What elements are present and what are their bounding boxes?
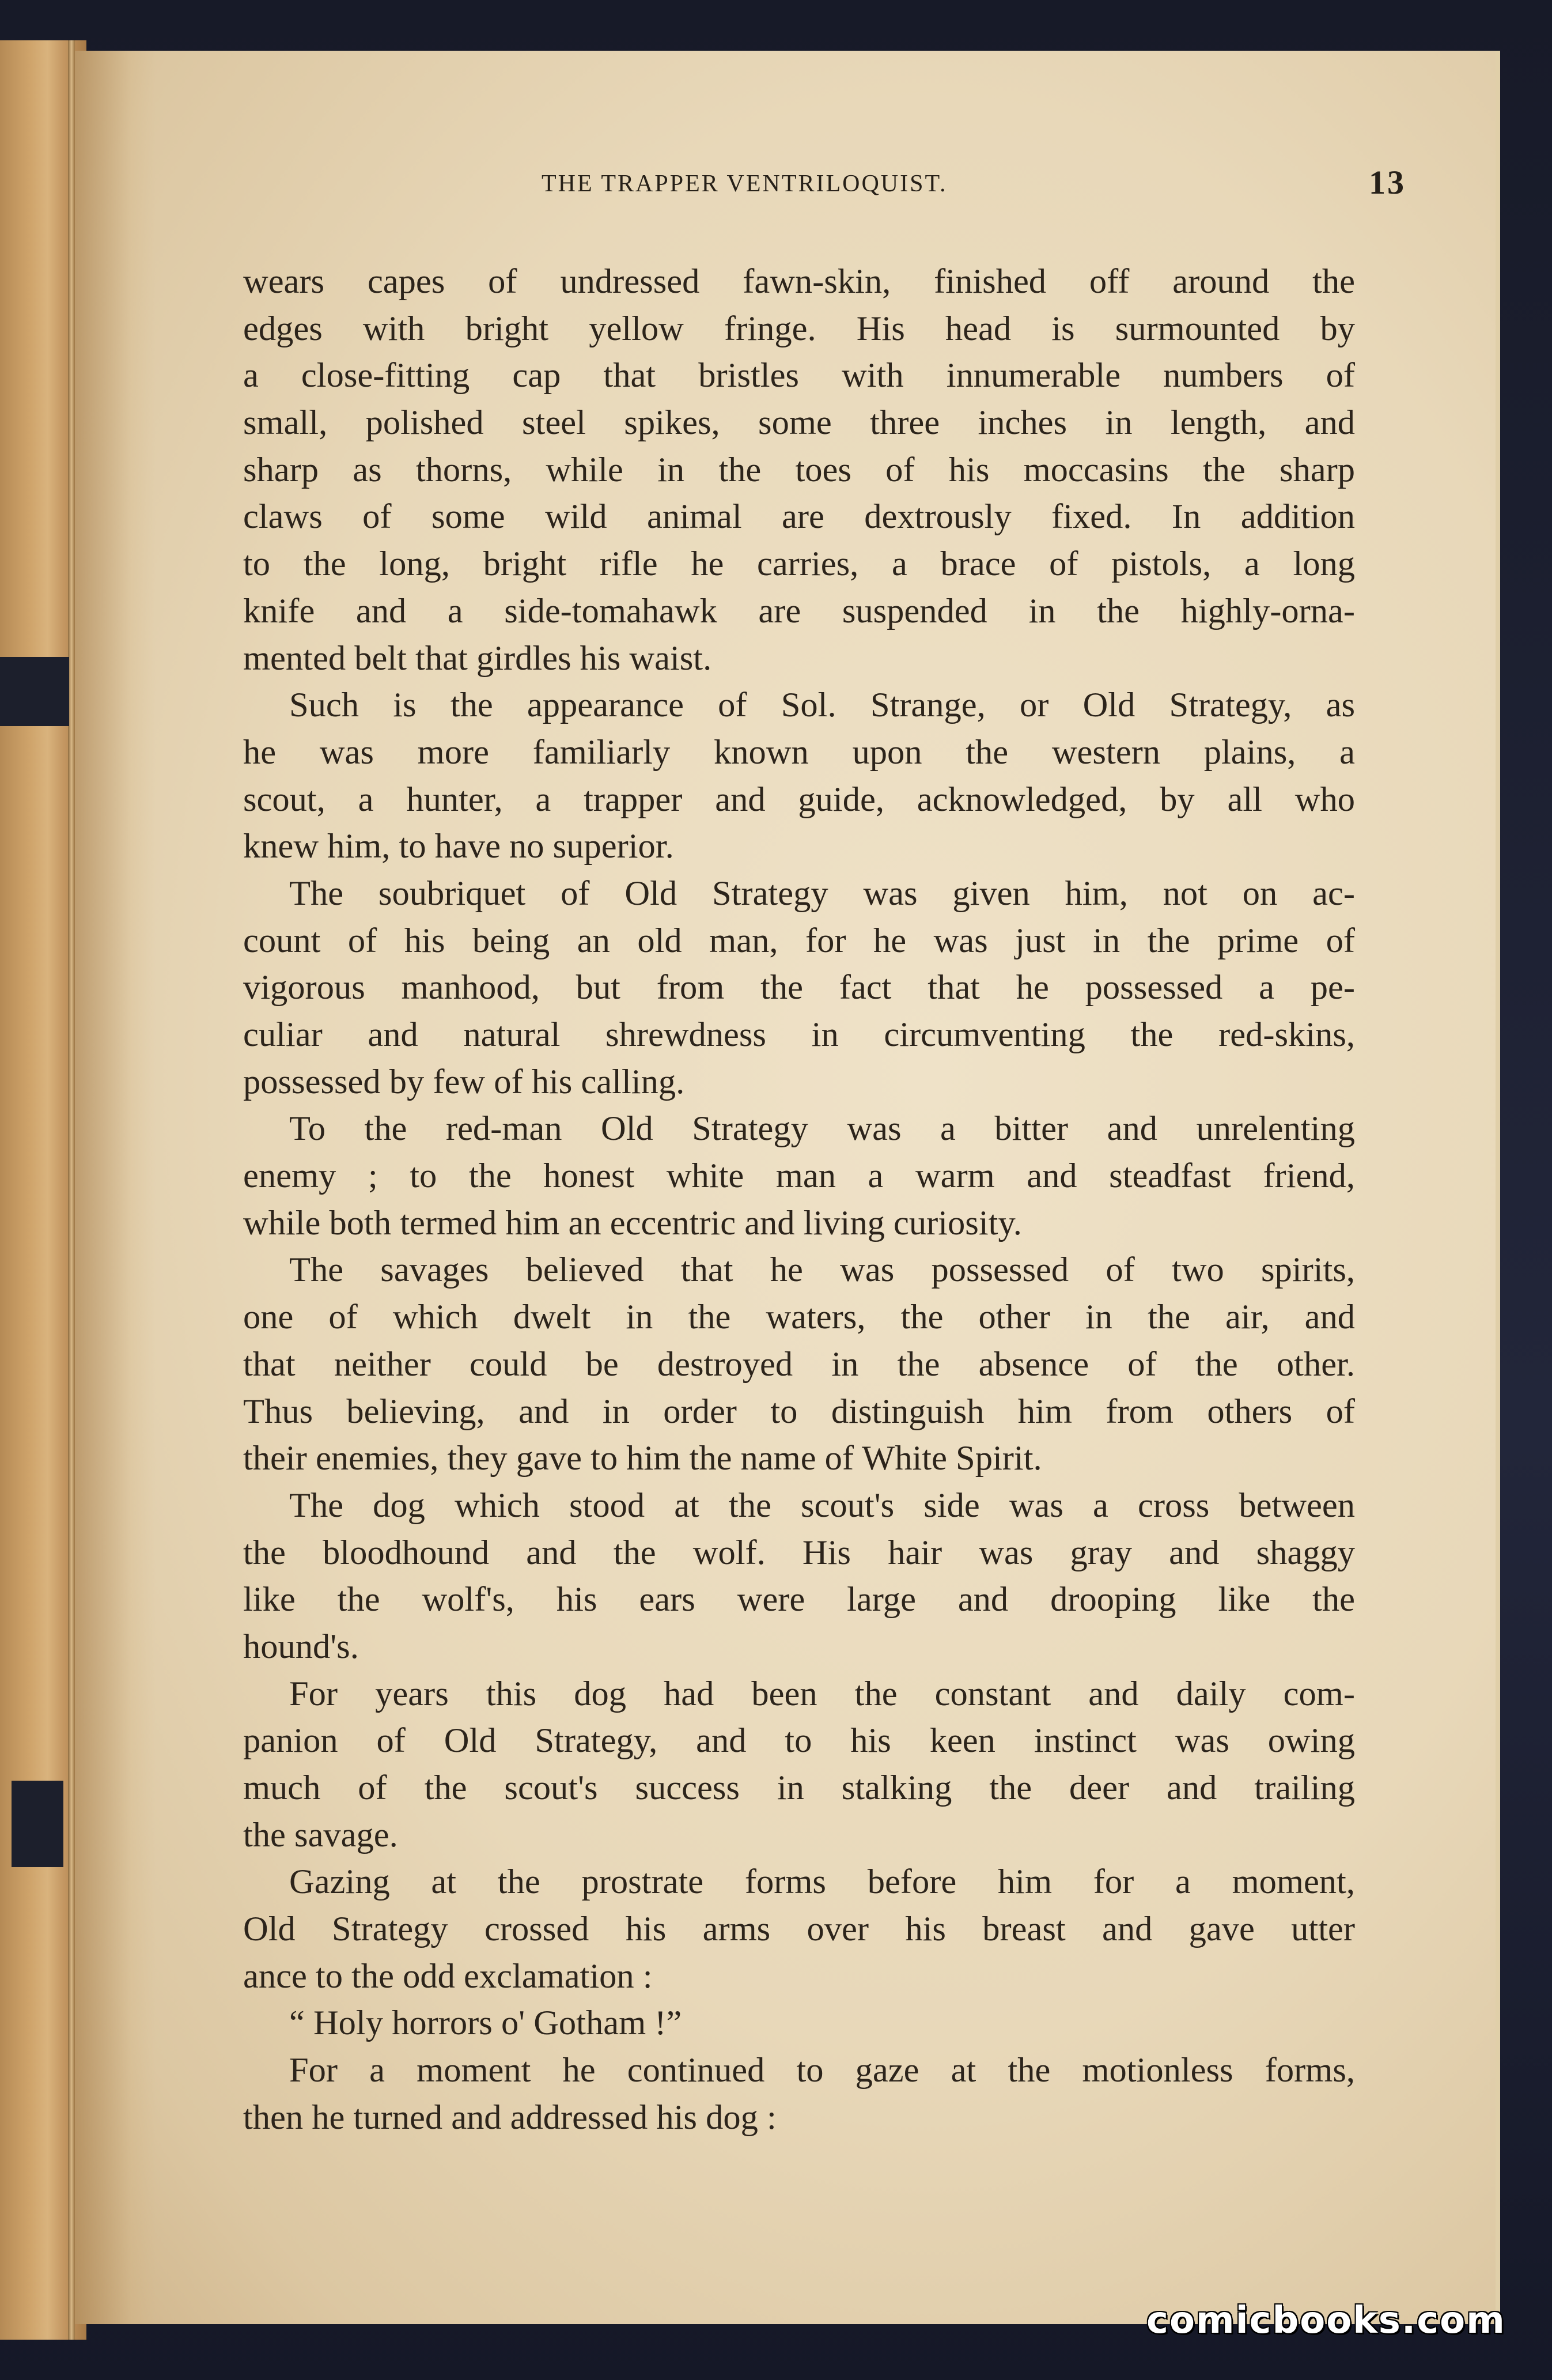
text-line: much of the scout's success in stalking the deer and trailing xyxy=(243,1769,1355,1807)
text-line: sharp as thorns, while in the toes of his moccasins the sharp xyxy=(243,450,1355,489)
text-line: Such is the appearance of Sol. Strange, or Old Strategy, as xyxy=(289,686,1355,725)
text-line: For a moment he continued to gaze at the motionless forms, xyxy=(289,2051,1355,2090)
text-line: while both termed him an eccentric and living curiosity. xyxy=(243,1203,1022,1242)
text-line: the bloodhound and the wolf. His hair was gray and shaggy xyxy=(243,1533,1355,1572)
text-line: Old Strategy crossed his arms over his breast and gave utter xyxy=(243,1910,1355,1949)
text-line: claws of some wild animal are dextrously fixed. In addition xyxy=(243,497,1355,537)
watermark: comicbooks.com xyxy=(1146,2299,1506,2342)
text-line: then he turned and addressed his dog : xyxy=(243,2098,777,2137)
text-line: a close-fitting cap that bristles with innumerable numbers of xyxy=(243,356,1355,395)
text-line: one of which dwelt in the waters, the other in the air, and xyxy=(243,1298,1355,1337)
body-text xyxy=(243,258,1355,2141)
text-line: wears capes of undressed fawn-skin, finished off around the xyxy=(243,262,1355,301)
text-line: The dog which stood at the scout's side was a cross between xyxy=(289,1486,1355,1525)
text-line: edges with bright yellow fringe. His head is surmounted by xyxy=(243,309,1355,348)
text-line: Thus believing, and in order to distinguish him from others of xyxy=(243,1392,1355,1431)
text-line: ance to the odd exclamation : xyxy=(243,1956,653,1996)
text-line: To the red-man Old Strategy was a bitter and unrelenting xyxy=(289,1109,1355,1149)
text-line: knew him, to have no superior. xyxy=(243,827,674,866)
text-line: mented belt that girdles his waist. xyxy=(243,639,712,678)
text-line: The soubriquet of Old Strategy was given him, not on ac- xyxy=(289,874,1355,913)
text-line: to the long, bright rifle he carries, a brace of pistols, a long xyxy=(243,545,1355,584)
running-title: THE TRAPPER VENTRILOQUIST. xyxy=(542,171,948,197)
text-line: that neither could be destroyed in the absence of the other. xyxy=(243,1344,1355,1384)
page-number: 13 xyxy=(1369,164,1406,201)
text-line: For years this dog had been the constant and daily com- xyxy=(289,1674,1355,1713)
text-line: he was more familiarly known upon the western plains, a xyxy=(243,732,1355,772)
text-line: hound's. xyxy=(243,1627,359,1666)
text-line: The savages believed that he was possessed of two spirits, xyxy=(289,1251,1355,1290)
text-line: “ Holy horrors o' Gotham !” xyxy=(289,2004,682,2043)
binding-tear-lower xyxy=(12,1781,63,1867)
text-line: the savage. xyxy=(243,1815,398,1854)
text-line: like the wolf's, his ears were large and drooping like the xyxy=(243,1580,1355,1619)
text-line: count of his being an old man, for he was just in the prime of xyxy=(243,921,1355,960)
page-gutter-shade xyxy=(75,51,156,2324)
text-line: culiar and natural shrewdness in circumventing the red-skins, xyxy=(243,1015,1355,1054)
spine-edge xyxy=(68,40,75,2340)
text-line: Gazing at the prostrate forms before him for a moment, xyxy=(289,1863,1355,1902)
text-line: scout, a hunter, a trapper and guide, acknowledged, by all who xyxy=(243,780,1355,819)
text-line: small, polished steel spikes, some three inches in length, and xyxy=(243,403,1355,443)
text-line: enemy ; to the honest white man a warm and steadfast friend, xyxy=(243,1157,1355,1196)
text-line: vigorous manhood, but from the fact that he possessed a pe- xyxy=(243,968,1355,1007)
text-line: panion of Old Strategy, and to his keen instinct was owing xyxy=(243,1721,1355,1761)
running-header xyxy=(242,164,1406,210)
text-line: their enemies, they gave to him the name of White Spirit. xyxy=(243,1439,1042,1478)
text-line: possessed by few of his calling. xyxy=(243,1062,685,1101)
text-line: knife and a side-tomahawk are suspended in the highly-orna- xyxy=(243,591,1355,630)
binding-tear-upper xyxy=(0,657,69,726)
